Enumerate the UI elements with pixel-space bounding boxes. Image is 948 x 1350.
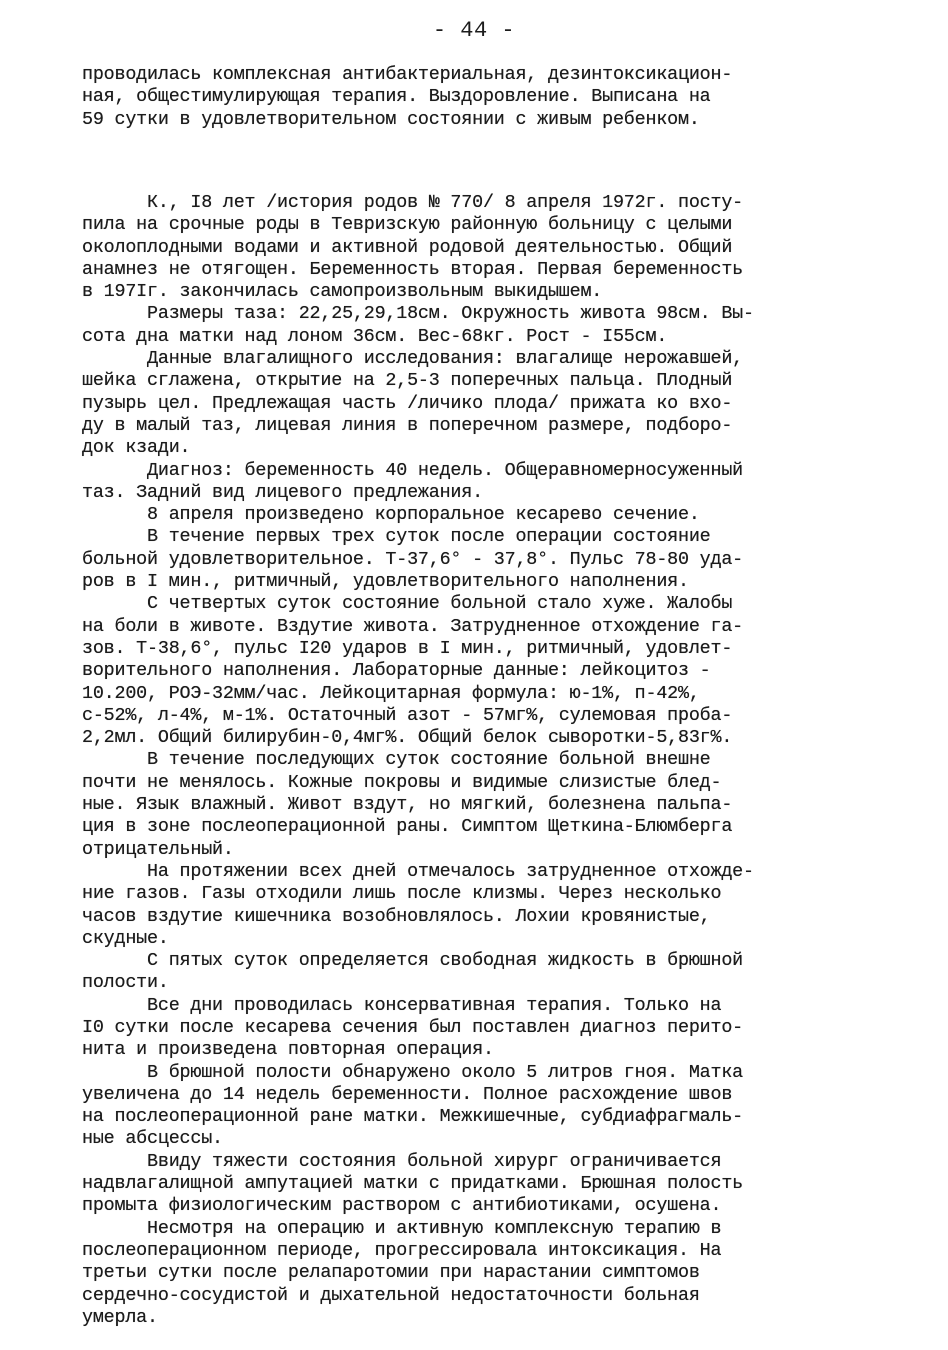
text-line: скудные. bbox=[82, 927, 169, 949]
text-line: ние газов. Газы отходили лишь после клизмы. Через несколько bbox=[82, 883, 722, 905]
text-line: ные. Язык влажный. Живот вздут, но мягкий, болезнена пальпа- bbox=[82, 794, 733, 816]
text-line: ция в зоне послеоперационной раны. Симптом Щеткина-Блюмберга bbox=[82, 816, 733, 838]
text-line: полости. bbox=[82, 972, 169, 994]
text-line: увеличена до 14 недель беременности. Полное расхождение швов bbox=[82, 1083, 733, 1105]
text-line: пила на срочные роды в Тевризскую районную больницу с целыми bbox=[82, 214, 733, 236]
text-line: В течение первых трех суток после операции состояние bbox=[82, 526, 711, 548]
text-line: Все дни проводилась консервативная терапия. Только на bbox=[82, 994, 722, 1016]
text-line: док кзади. bbox=[82, 437, 191, 459]
text-line: промыта физиологическим раствором с антибиотиками, осушена. bbox=[82, 1195, 722, 1217]
text-line: таз. Задний вид лицевого предлежания. bbox=[82, 481, 483, 503]
text-line: анамнез не отягощен. Беременность вторая. Первая беременность bbox=[82, 258, 744, 280]
text-line: пузырь цел. Предлежащая часть /личико плода/ прижата ко вхо- bbox=[82, 392, 733, 414]
text-line: больной удовлетворительное. Т-37,6° - 37,8°. Пульс 78-80 уда- bbox=[82, 548, 744, 570]
text-line: На протяжении всех дней отмечалось затрудненное отхожде- bbox=[82, 860, 754, 882]
text-line: Диагноз: беременность 40 недель. Общеравномерносуженный bbox=[82, 459, 744, 481]
text-line: Размеры таза: 22,25,29,18см. Окружность живота 98см. Вы- bbox=[82, 303, 754, 325]
text-line: сердечно-сосудистой и дыхательной недостаточности больная bbox=[82, 1284, 700, 1306]
text-line: отрицательный. bbox=[82, 838, 234, 860]
text-line: ду в малый таз, лицевая линия в поперечном размере, подборо- bbox=[82, 414, 733, 436]
text-line: ная, общестимулирующая терапия. Выздоровление. Выписана на bbox=[82, 86, 711, 108]
case-report bbox=[82, 192, 872, 1329]
text-line: шейка сглажена, открытие на 2,5-3 поперечных пальца. Плодный bbox=[82, 370, 733, 392]
text-line: третьи сутки после релапаротомии при нарастании симптомов bbox=[82, 1262, 700, 1284]
text-line: 10.200, РОЭ-32мм/час. Лейкоцитарная формула: ю-1%, п-42%, bbox=[82, 682, 700, 704]
text-line: Ввиду тяжести состояния больной хирург ограничивается bbox=[82, 1150, 722, 1172]
text-line: В течение последующих суток состояние больной внешне bbox=[82, 749, 711, 771]
text-line: послеоперационном периоде, прогрессировала интоксикация. На bbox=[82, 1239, 722, 1261]
text-line: С пятых суток определяется свободная жидкость в брюшной bbox=[82, 950, 744, 972]
text-line: ные абсцессы. bbox=[82, 1128, 223, 1150]
text-line: I0 сутки после кесарева сечения был поставлен диагноз перито- bbox=[82, 1016, 744, 1038]
text-line: проводилась комплексная антибактериальная, дезинтоксикацион- bbox=[82, 64, 733, 85]
text-line: почти не менялось. Кожные покровы и видимые слизистые блед- bbox=[82, 771, 722, 793]
text-line: часов вздутие кишечника возобновлялось. Лохии кровянистые, bbox=[82, 905, 711, 927]
text-line: С четвертых суток состояние больной стало хуже. Жалобы bbox=[82, 593, 733, 615]
text-line: на послеоперационной ране матки. Межкишечные, субдиафрагмаль- bbox=[82, 1106, 744, 1128]
text-line: зов. Т-38,6°, пульс I20 ударов в I мин., ритмичный, удовлет- bbox=[82, 637, 733, 659]
text-line: в 197Iг. закончилась самопроизвольным выкидышем. bbox=[82, 281, 603, 303]
text-line: нита и произведена повторная операция. bbox=[82, 1039, 494, 1061]
text-line: ворительного наполнения. Лабораторные данные: лейкоцитоз - bbox=[82, 660, 711, 682]
text-line: ров в I мин., ритмичный, удовлетворительного наполнения. bbox=[82, 571, 689, 593]
text-line: на боли в животе. Вздутие живота. Затрудненное отхождение га- bbox=[82, 615, 744, 637]
text-line: умерла. bbox=[82, 1306, 158, 1328]
text-line: В брюшной полости обнаружено около 5 литров гноя. Матка bbox=[82, 1061, 744, 1083]
intro-paragraph bbox=[82, 64, 872, 131]
text-line: 8 апреля произведено корпоральное кесарево сечение. bbox=[82, 504, 700, 526]
text-line: надвлагалищной ампутацией матки с придатками. Брюшная полость bbox=[82, 1173, 744, 1195]
text-line: 2,2мл. Общий билирубин-0,4мг%. Общий белок сыворотки-5,83г%. bbox=[82, 727, 733, 749]
text-line: сота дна матки над лоном 36см. Вес-68кг. Рост - I55см. bbox=[82, 325, 668, 347]
page-number: - 44 - bbox=[432, 18, 516, 43]
text-line: с-52%, л-4%, м-1%. Остаточный азот - 57мг%, сулемовая проба- bbox=[82, 704, 733, 726]
text-line: 59 сутки в удовлетворительном состоянии с живым ребенком. bbox=[82, 108, 700, 130]
text-line: околоплодными водами и активной родовой деятельностью. Общий bbox=[82, 236, 733, 258]
text-line: Данные влагалищного исследования: влагалище нерожавшей, bbox=[82, 348, 744, 370]
text-line: К., I8 лет /история родов № 770/ 8 апреля 1972г. посту- bbox=[82, 192, 744, 213]
text-line: Несмотря на операцию и активную комплексную терапию в bbox=[82, 1217, 722, 1239]
